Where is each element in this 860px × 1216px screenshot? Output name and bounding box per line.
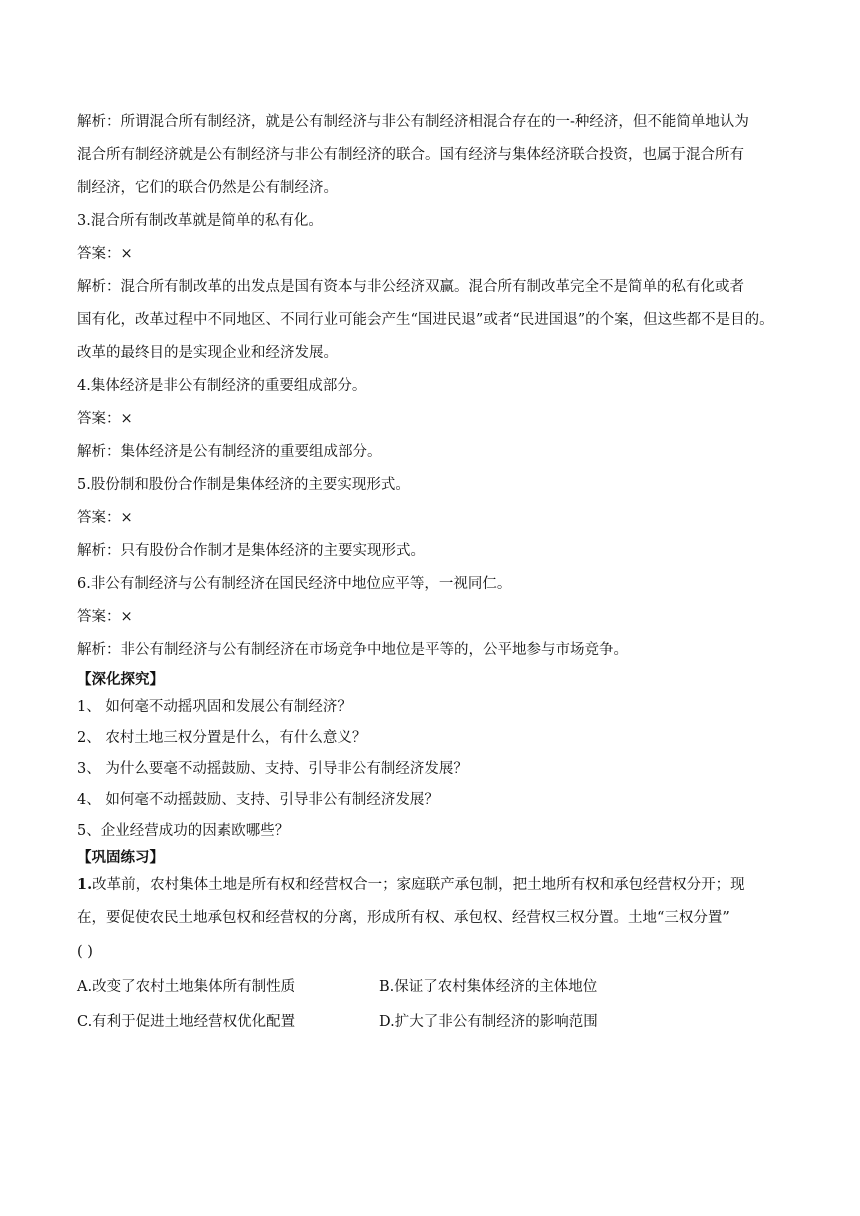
question-number: 1. bbox=[77, 876, 93, 893]
section-heading-practice: 【巩固练习】 bbox=[77, 849, 164, 866]
analysis-paragraph-2 bbox=[77, 106, 797, 205]
answer-4: 答案：× bbox=[77, 411, 133, 427]
question-3: 3.混合所有制改革就是简单的私有化。 bbox=[77, 213, 323, 229]
question-4: 4.集体经济是非公有制经济的重要组成部分。 bbox=[77, 378, 367, 394]
answer-6: 答案：× bbox=[77, 609, 133, 625]
option-c: C.有利于促进土地经营权优化配置 bbox=[77, 1014, 296, 1030]
analysis-line: 制经济，它们的联合仍然是公有制经济。 bbox=[77, 180, 338, 196]
section-heading-deepen: 【深化探究】 bbox=[77, 671, 164, 688]
practice-question-line: 在，要促使农民土地承包权和经营权的分离，形成所有权、承包权、经营权三权分置。土地“三权分置” bbox=[77, 910, 730, 926]
question-text: 改革前，农村集体土地是所有权和经营权合一；家庭联产承包制，把土地所有权和承包经营权分开；现 bbox=[92, 877, 745, 893]
analysis-line: 解析：混合所有制改革的出发点是国有资本与非公经济双赢。混合所有制改革完全不是简单的私有化或者 bbox=[77, 279, 744, 295]
option-a: A.改变了农村土地集体所有制性质 bbox=[77, 979, 296, 995]
answer-3: 答案：× bbox=[77, 246, 133, 262]
deepen-question-2: 2、 农村土地三权分置是什么，有什么意义？ bbox=[77, 730, 367, 746]
deepen-question-5: 5、企业经营成功的因素欧哪些？ bbox=[77, 823, 290, 839]
deepen-question-3: 3、 为什么要毫不动摇鼓励、支持、引导非公有制经济发展？ bbox=[77, 761, 468, 777]
analysis-line: 混合所有制经济就是公有制经济与非公有制经济的联合。国有经济与集体经济联合投资，也属于混合所有 bbox=[77, 147, 744, 163]
analysis-4: 解析：集体经济是公有制经济的重要组成部分。 bbox=[77, 444, 382, 460]
document-page bbox=[77, 106, 797, 1038]
analysis-line: 解析：所谓混合所有制经济，就是公有制经济与非公有制经济相混合存在的一-种经济，但不能简单地认为 bbox=[77, 114, 749, 130]
answer-options bbox=[77, 968, 797, 1038]
analysis-5: 解析：只有股份合作制才是集体经济的主要实现形式。 bbox=[77, 543, 425, 559]
deepen-question-4: 4、 如何毫不动摇鼓励、支持、引导非公有制经济发展？ bbox=[77, 792, 439, 808]
question-5: 5.股份制和股份合作制是集体经济的主要实现形式。 bbox=[77, 477, 410, 493]
option-b: B.保证了农村集体经济的主体地位 bbox=[379, 979, 598, 995]
answer-5: 答案：× bbox=[77, 510, 133, 526]
question-6: 6.非公有制经济与公有制经济在国民经济中地位应平等，一视同仁。 bbox=[77, 576, 512, 592]
answer-blank: ( ) bbox=[77, 943, 93, 960]
deepen-question-1: 1、 如何毫不动摇巩固和发展公有制经济？ bbox=[77, 699, 352, 715]
practice-question-1 bbox=[77, 868, 797, 935]
analysis-line: 国有化，改革过程中不同地区、不同行业可能会产生“国进民退”或者“民进国退”的个案，但这些都不是目的。 bbox=[77, 312, 774, 328]
analysis-6: 解析：非公有制经济与公有制经济在市场竞争中地位是平等的，公平地参与市场竞争。 bbox=[77, 642, 628, 658]
practice-question-line bbox=[77, 868, 797, 902]
analysis-3 bbox=[77, 271, 797, 370]
option-d: D.扩大了非公有制经济的影响范围 bbox=[379, 1014, 598, 1030]
analysis-line: 改革的最终目的是实现企业和经济发展。 bbox=[77, 345, 338, 361]
